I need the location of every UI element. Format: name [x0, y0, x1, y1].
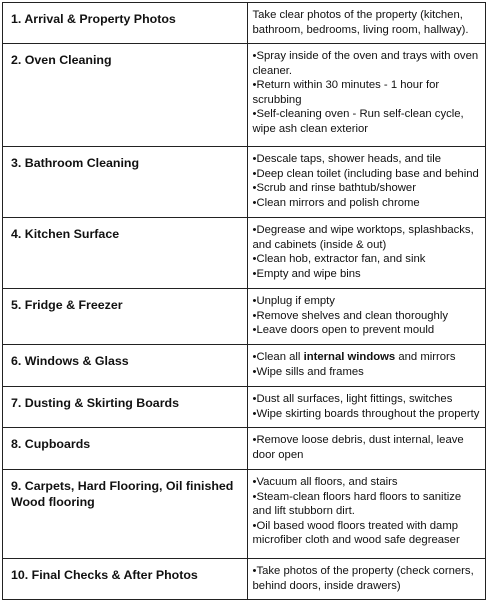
detail-line: •Empty and wipe bins [252, 267, 361, 280]
task-details [247, 3, 486, 44]
table-row [3, 3, 486, 44]
detail-emphasis: internal windows [303, 351, 396, 363]
detail-line: •Return within 30 minutes - 1 hour for scrubbing [252, 79, 440, 106]
task-title: 9. Carpets, Hard Flooring, Oil finished Wood flooring [3, 470, 248, 559]
detail-line: •Clean hob, extractor fan, and sink [252, 253, 426, 265]
task-title: 1. Arrival & Property Photos [3, 3, 248, 44]
detail-line: •Degrease and wipe worktops, splashbacks, and cabinets (inside & out) [252, 224, 474, 251]
detail-line: •Descale taps, shower heads, and tile [252, 153, 442, 165]
task-details [247, 44, 486, 147]
task-details [247, 428, 486, 470]
detail-line: •Vacuum all floors, and stairs [252, 476, 398, 488]
table-row [3, 559, 486, 600]
task-title: 8. Cupboards [3, 428, 248, 470]
detail-line: •Unplug if empty [252, 295, 335, 307]
detail-line: •Take photos of the property (check corners, behind doors, inside drawers) [252, 565, 474, 592]
detail-text: •Clean all [252, 351, 304, 363]
detail-line: •Oil based wood floors treated with damp microfiber cloth and wood safe degreaser [252, 519, 460, 546]
task-details [247, 218, 486, 289]
table-row [3, 387, 486, 428]
table-row [3, 345, 486, 387]
task-details [247, 289, 486, 345]
table-row [3, 218, 486, 289]
task-title: 7. Dusting & Skirting Boards [3, 387, 248, 428]
detail-line: •Scrub and rinse bathtub/shower [252, 182, 416, 194]
detail-line: •Self-cleaning oven - Run self-clean cycle, wipe ash clean exterior [252, 108, 464, 135]
table-row [3, 147, 486, 218]
task-title: 2. Oven Cleaning [3, 44, 248, 147]
task-details [247, 345, 486, 387]
detail-line: •Dust all surfaces, light fittings, switches [252, 393, 453, 405]
detail-line: •Steam-clean floors hard floors to sanitize and lift stubborn dirt. [252, 490, 462, 517]
task-details [247, 559, 486, 600]
detail-line: •Remove loose debris, dust internal, leave door open [252, 434, 464, 461]
task-title: 5. Fridge & Freezer [3, 289, 248, 345]
task-details [247, 147, 486, 218]
task-title: 4. Kitchen Surface [3, 218, 248, 289]
detail-line: •Clean mirrors and polish chrome [252, 196, 420, 209]
detail-line: •Spray inside of the oven and trays with oven cleaner. [252, 50, 479, 77]
task-details [247, 470, 486, 559]
task-title: 3. Bathroom Cleaning [3, 147, 248, 218]
detail-line: •Wipe skirting boards throughout the property [252, 407, 480, 420]
detail-text: and mirrors [395, 351, 456, 363]
table-row [3, 44, 486, 147]
detail-line: •Leave doors open to prevent mould [252, 324, 435, 336]
table-row [3, 470, 486, 559]
detail-line: •Deep clean toilet (including base and behind [252, 167, 479, 180]
detail-line: Take clear photos of the property (kitchen, bathroom, bedrooms, living room, hallway). [252, 9, 469, 36]
detail-line [253, 350, 483, 365]
detail-line: •Wipe sills and frames [252, 365, 364, 378]
cleaning-checklist-table [2, 2, 486, 600]
task-title: 10. Final Checks & After Photos [3, 559, 248, 600]
table-row [3, 289, 486, 345]
table-row [3, 428, 486, 470]
task-title: 6. Windows & Glass [3, 345, 248, 387]
task-details [247, 387, 486, 428]
detail-line: •Remove shelves and clean thoroughly [252, 309, 448, 322]
